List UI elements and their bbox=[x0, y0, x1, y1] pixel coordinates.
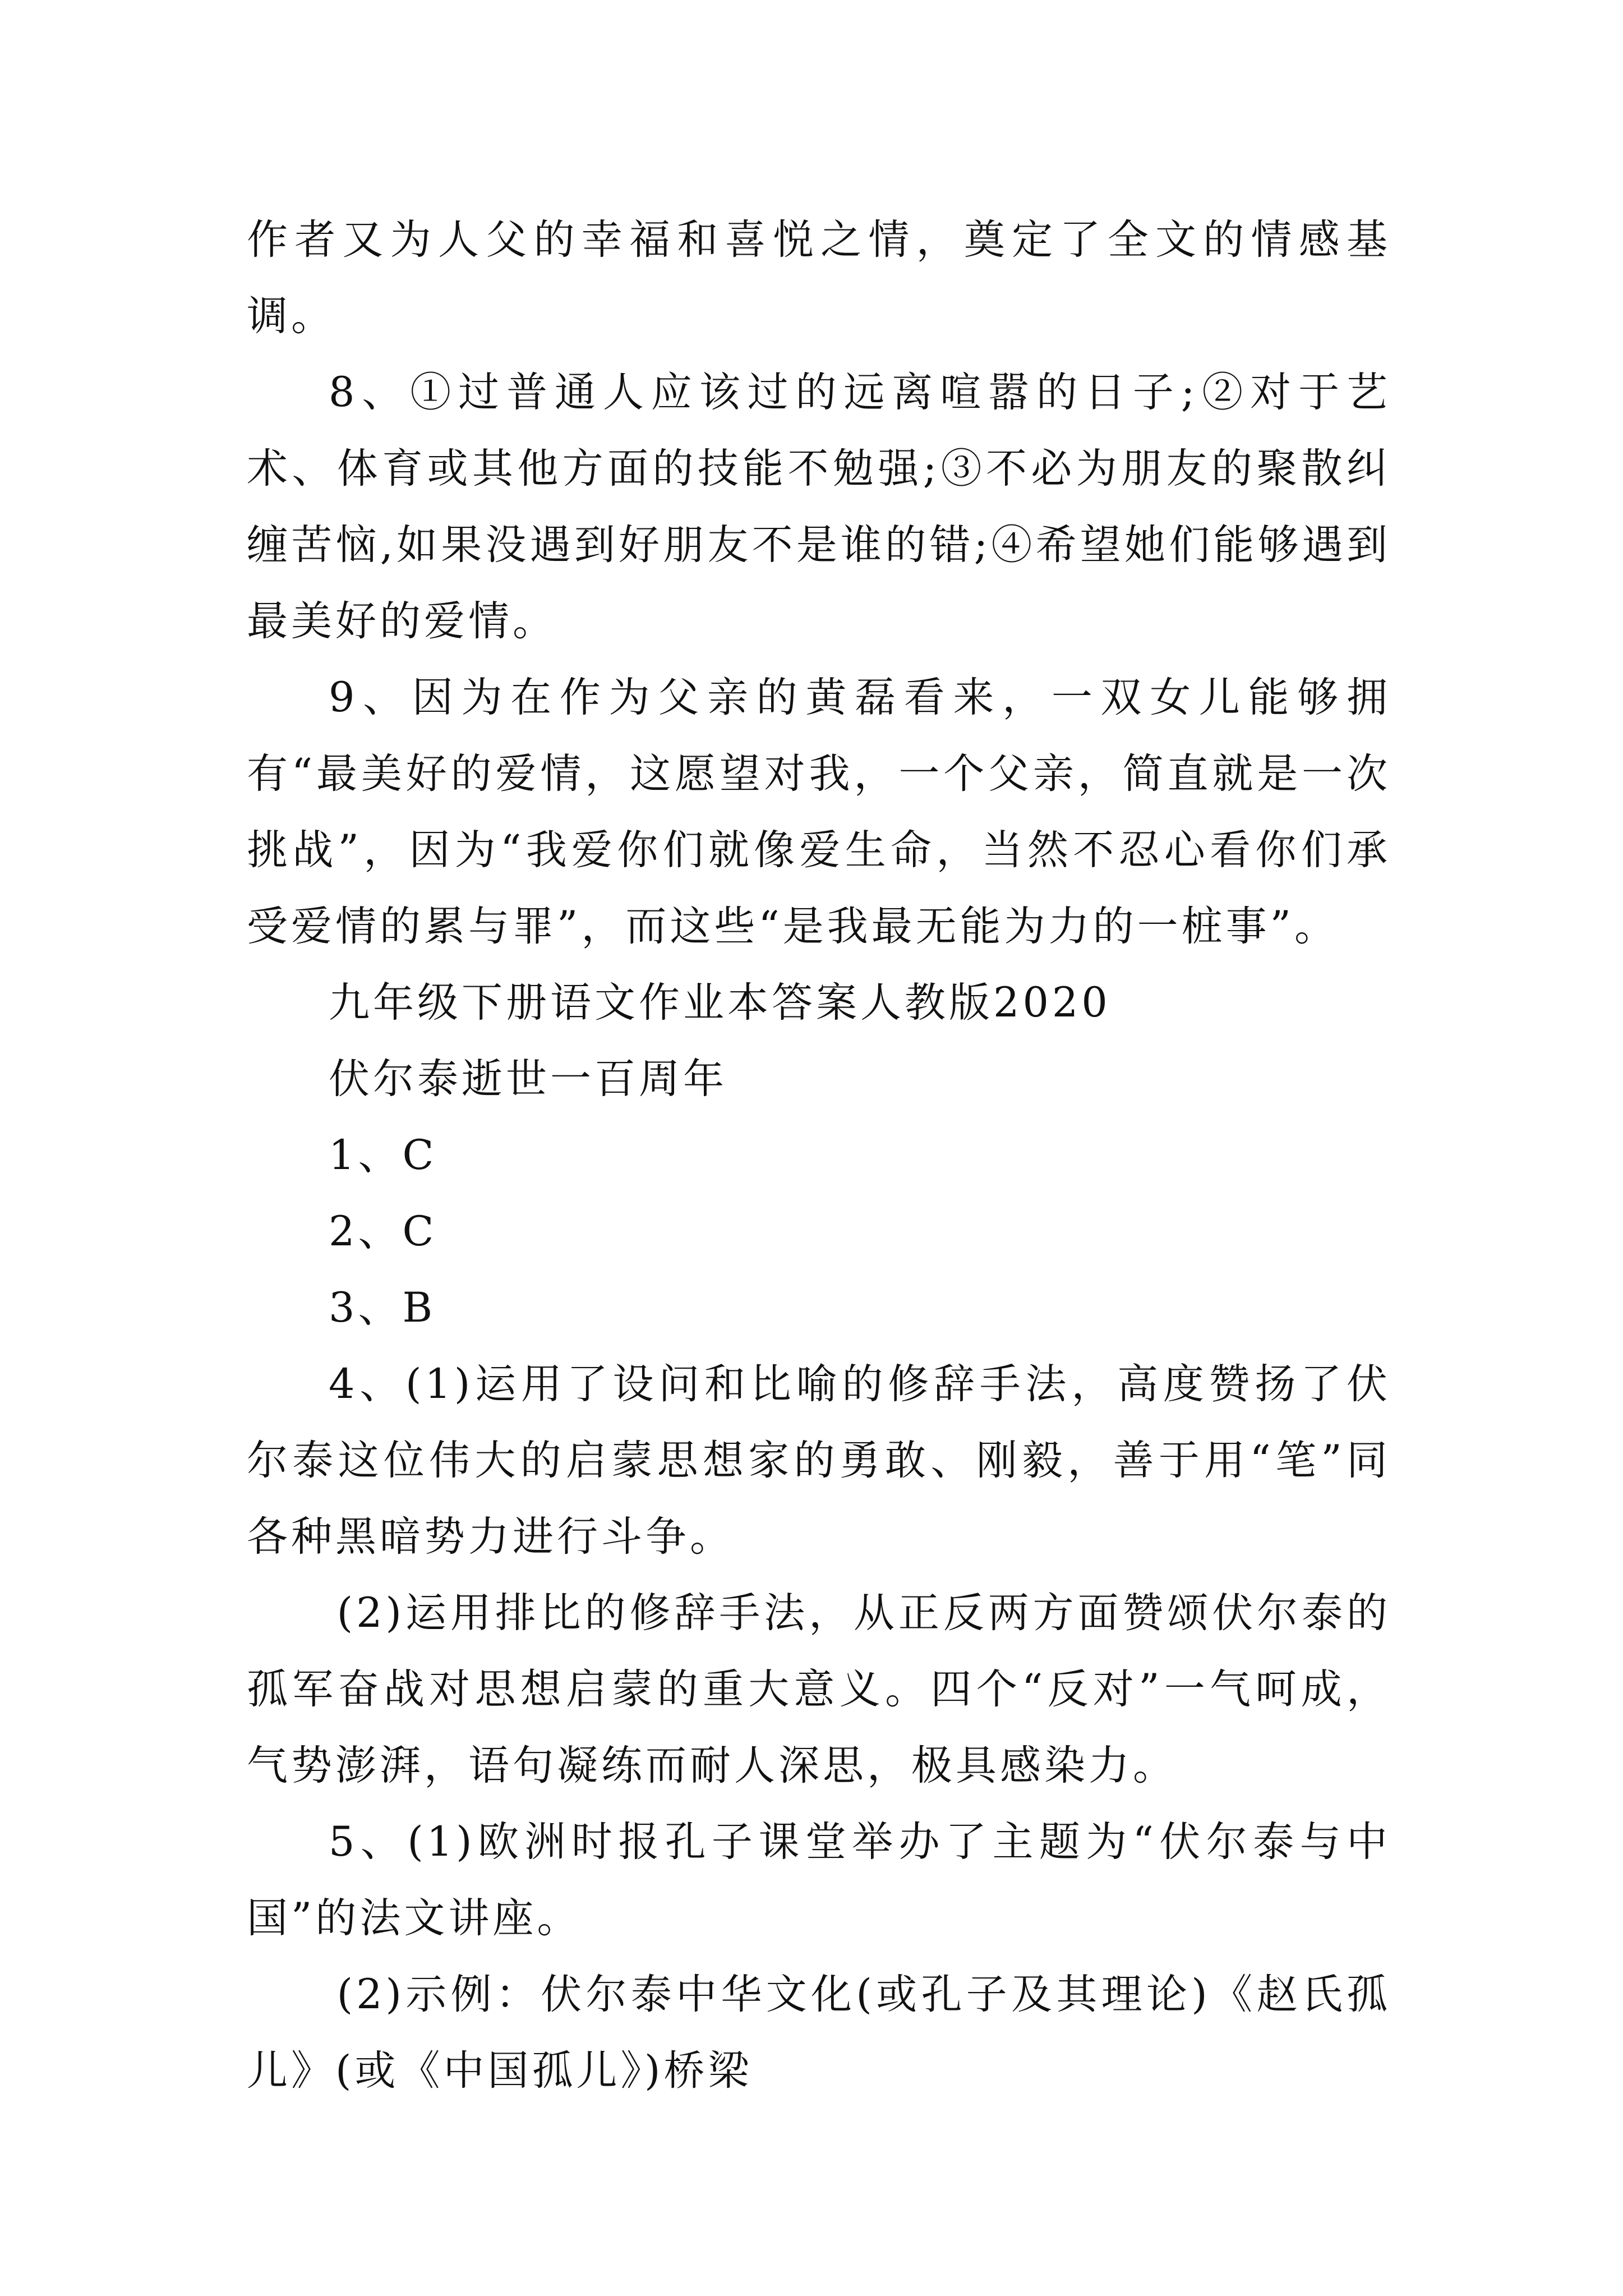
answer-1: 1、C bbox=[329, 1131, 437, 1179]
answer-4-part-2: (2)运用排比的修辞手法，从正反两方面赞颂伏尔泰的孤军奋战对思想启蒙的重大意义。四个“反对”一气呵成，气势澎湃，语句凝练而耐人深思，极具感染力。 bbox=[247, 1589, 1391, 1789]
document-body bbox=[247, 202, 1391, 2109]
answer-5-part-2: (2)示例：伏尔泰中华文化(或孔子及其理论)《赵氏孤儿》(或《中国孤儿》)桥梁 bbox=[247, 1971, 1391, 2095]
paragraph-intro-continuation: 作者又为人父的幸福和喜悦之情，奠定了全文的情感基调。 bbox=[247, 216, 1391, 340]
paragraph-answer-9: 9、因为在作为父亲的黄磊看来，一双女儿能够拥有“最美好的爱情，这愿望对我，一个父亲，简直就是一次挑战”，因为“我爱你们就像爱生命，当然不忍心看你们承受爱情的累与罪”，而这些“是我最无能为力的一桩事”。 bbox=[247, 674, 1391, 950]
answer-4-part-1: 4、(1)运用了设问和比喻的修辞手法，高度赞扬了伏尔泰这位伟大的启蒙思想家的勇敢、刚毅，善于用“笔”同各种黑暗势力进行斗争。 bbox=[247, 1360, 1391, 1561]
answer-5-part-1: 5、(1)欧洲时报孔子课堂举办了主题为“伏尔泰与中国”的法文讲座。 bbox=[247, 1818, 1391, 1942]
paragraph-answer-8: 8、①过普通人应该过的远离喧嚣的日子;②对于艺术、体育或其他方面的技能不勉强;③不必为朋友的聚散纠缠苦恼,如果没遇到好朋友不是谁的错;④希望她们能够遇到最美好的爱情。 bbox=[247, 369, 1391, 645]
answer-3: 3、B bbox=[329, 1284, 436, 1332]
section-title: 九年级下册语文作业本答案人教版2020 bbox=[329, 979, 1111, 1027]
answer-2: 2、C bbox=[329, 1208, 437, 1255]
lesson-title: 伏尔泰逝世一百周年 bbox=[329, 1055, 727, 1103]
